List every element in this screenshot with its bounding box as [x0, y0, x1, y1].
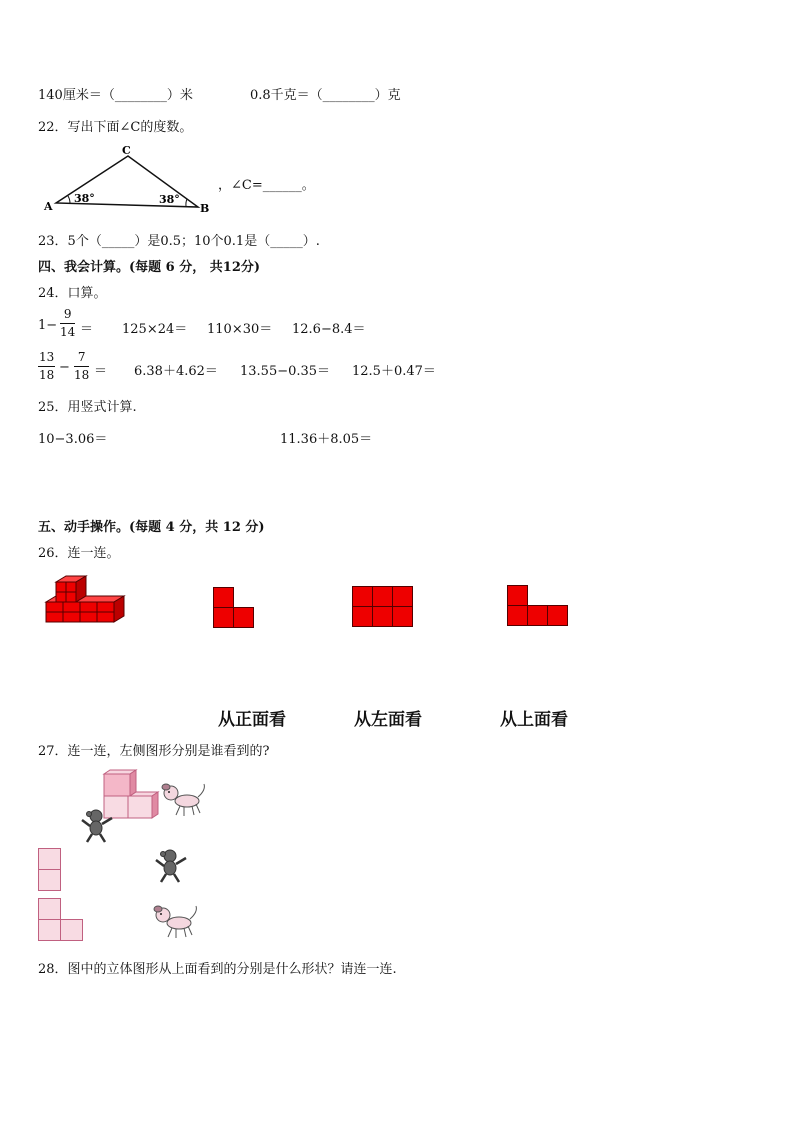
q27-text: 27．连一连，左侧图形分别是谁看到的? — [38, 744, 270, 759]
q24-row1-eq: ＝ — [80, 322, 94, 337]
fraction-numerator: 9 — [60, 307, 75, 324]
view-shape-l-long — [507, 585, 569, 627]
fraction-denominator: 18 — [74, 368, 90, 382]
vertex-label-a: A — [44, 200, 53, 213]
q25-item: 11.36＋8.05＝ — [280, 432, 373, 447]
q22-text: 22．写出下面∠C的度数。 — [38, 120, 193, 135]
q25-item: 10−3.06＝ — [38, 432, 108, 447]
view-shape-rectangle — [352, 586, 414, 628]
q24-row2-item: 6.38＋4.62＝ — [134, 364, 218, 379]
view-label-left: 从左面看 — [354, 710, 422, 730]
q23-text: 23．5个（_____）是0.5；10个0.1是（_____）. — [38, 234, 320, 249]
angle-a-label: 38° — [74, 192, 95, 205]
dog-icon — [152, 904, 200, 940]
q24-row2-eq: ＝ — [94, 364, 108, 379]
q24-row1-item: 12.6−8.4＝ — [292, 322, 366, 337]
fraction-denominator: 14 — [60, 325, 76, 339]
view-label-top: 从上面看 — [500, 710, 568, 730]
q24-text: 24．口算。 — [38, 286, 107, 301]
dog-icon — [160, 782, 208, 818]
view-shape-l-pink — [38, 898, 84, 942]
red-cube-solid — [46, 574, 126, 634]
fraction-denominator: 18 — [39, 368, 55, 382]
q24-row2-minus: − — [59, 360, 70, 375]
fraction-9-14 — [60, 307, 75, 340]
fraction-numerator: 7 — [74, 350, 89, 367]
section-4-title: 四、我会计算。(每题 6 分， 共12分) — [38, 260, 261, 275]
fraction-13-18 — [38, 350, 55, 383]
q24-row1-item: 125×24＝ — [122, 322, 188, 337]
vertex-label-c: C — [122, 144, 131, 157]
q26-text: 26．连一连。 — [38, 546, 120, 561]
fraction-7-18 — [74, 350, 89, 383]
view-shape-l-small — [213, 587, 255, 629]
vertex-label-b: B — [200, 202, 210, 215]
conversion-kg-to-g: 0.8千克＝（________）克 — [250, 88, 401, 103]
monkey-icon — [152, 848, 192, 884]
q28-text: 28．图中的立体图形从上面看到的分别是什么形状？请连一连. — [38, 962, 397, 977]
section-5-title: 五、动手操作。(每题 4 分，共 12 分) — [38, 520, 265, 535]
fraction-numerator: 13 — [38, 350, 55, 367]
view-label-front: 从正面看 — [218, 710, 286, 730]
angle-b-label: 38° — [159, 193, 180, 206]
conversion-cm-to-m: 140厘米＝（________）米 — [38, 88, 193, 103]
q24-row1-prefix: 1− — [38, 318, 58, 333]
q24-row2-item: 13.55−0.35＝ — [240, 364, 331, 379]
q25-text: 25．用竖式计算. — [38, 400, 137, 415]
monkey-icon — [78, 808, 118, 844]
q24-row1-item: 110×30＝ — [207, 322, 273, 337]
view-shape-column — [38, 848, 62, 892]
triangle-figure — [40, 146, 220, 216]
q24-row2-item: 12.5＋0.47＝ — [352, 364, 436, 379]
q22-answer: ，∠C=______。 — [218, 178, 315, 193]
